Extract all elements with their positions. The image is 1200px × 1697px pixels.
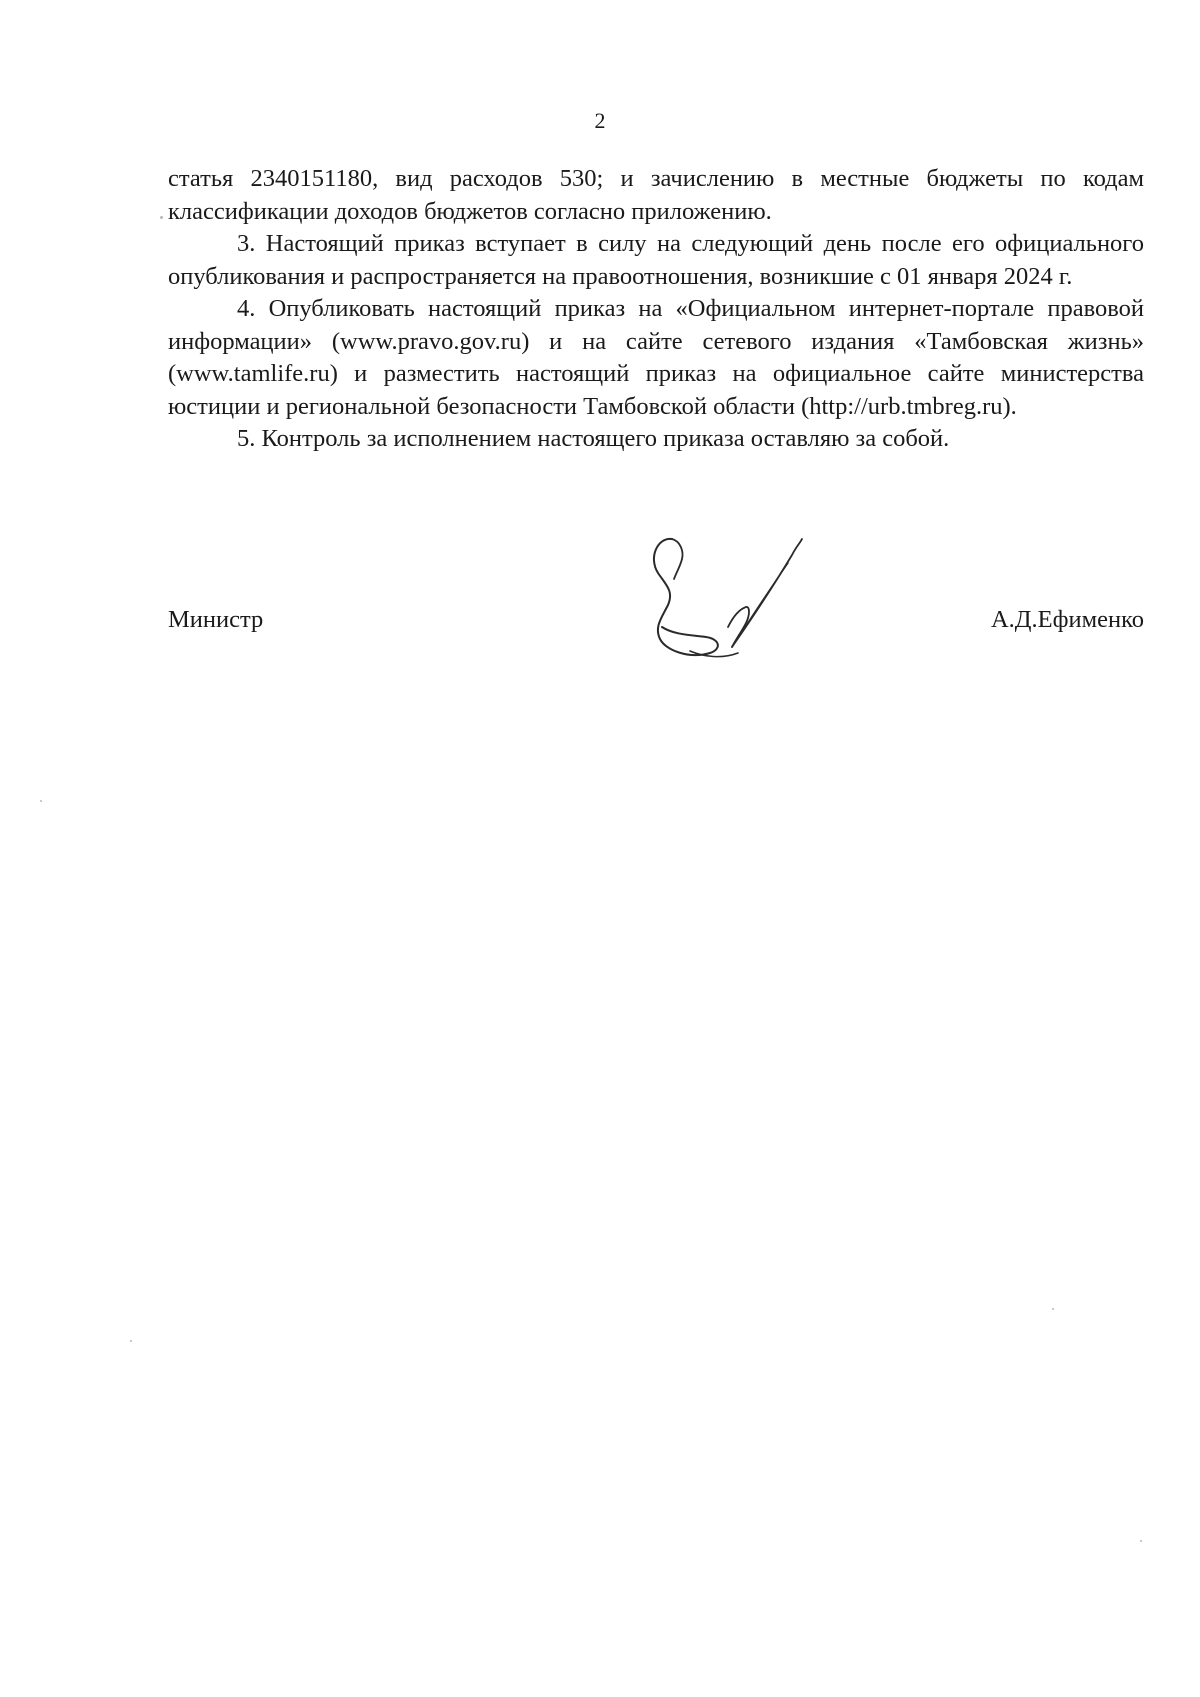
handwritten-signature	[650, 535, 820, 670]
paragraph-item-4: 4. Опубликовать настоящий приказ на «Официальном интернет-портале правовой информации» (www.pravo.gov.ru) и на сайте сетевого издания «Тамбовская жизнь» (www.tamlife.ru) и разместить настоящий приказ на официальное сайте министерства юстиции и региональной безопасности Тамбовской области (http://urb.tmbreg.ru).	[168, 295, 1144, 420]
paragraph-item-3: 3. Настоящий приказ вступает в силу на следующий день после его официального опубликования и распространяется на правоотношения, возникшие с 01 января 2024 г.	[168, 230, 1144, 290]
scan-speck	[40, 800, 42, 802]
scan-speck	[130, 1340, 132, 1342]
document-body	[168, 163, 1144, 456]
signatory-role: Министр	[168, 606, 264, 633]
scan-speck	[160, 216, 163, 219]
paragraph-continuation: статья 2340151180, вид расходов 530; и зачислению в местные бюджеты по кодам классификации доходов бюджетов согласно приложению.	[168, 165, 1144, 225]
scan-speck	[1052, 1308, 1054, 1310]
signatory-name: А.Д.Ефименко	[990, 606, 1144, 633]
page-number: 2	[594, 108, 606, 133]
paragraph-item-5: 5. Контроль за исполнением настоящего приказа оставляю за собой.	[237, 425, 950, 452]
scan-speck	[1140, 1540, 1142, 1542]
